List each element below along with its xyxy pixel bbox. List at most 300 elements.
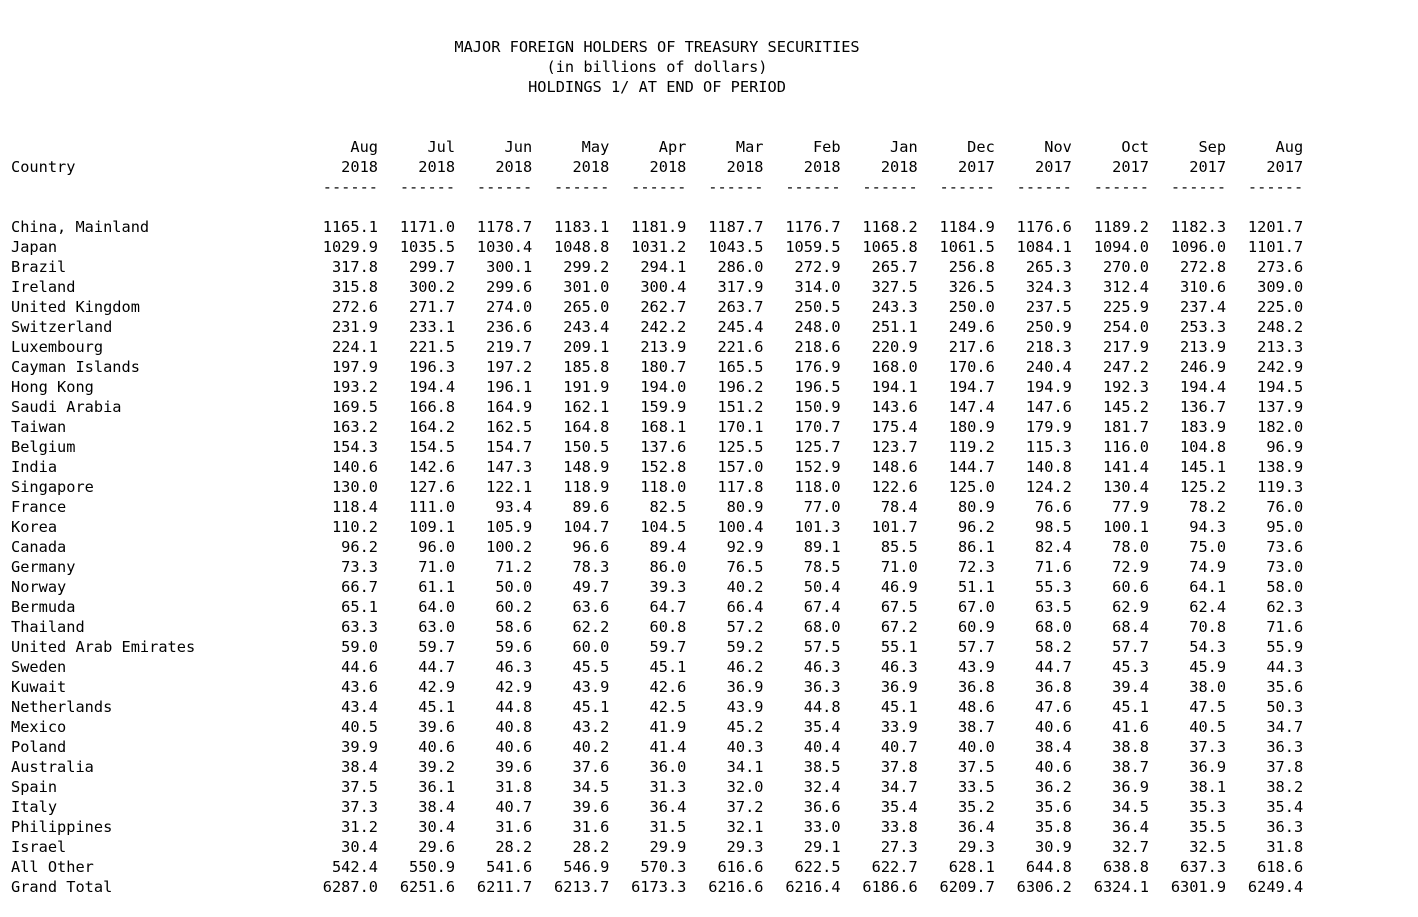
country-name: Luxembourg <box>11 338 104 356</box>
holding-value: 254.0 <box>1102 318 1149 336</box>
holding-value: 130.0 <box>331 478 378 496</box>
holding-value: 125.0 <box>948 478 995 496</box>
holding-value: 197.9 <box>331 358 378 376</box>
holding-value: 40.8 <box>495 718 533 736</box>
holding-value: 71.6 <box>1035 558 1072 576</box>
holding-value: 168.1 <box>640 418 687 436</box>
country-name: Grand Total <box>11 878 113 896</box>
holding-value: 36.3 <box>1266 818 1304 836</box>
holding-value: 40.2 <box>572 738 610 756</box>
holding-value: 35.5 <box>1189 818 1227 836</box>
holding-value: 48.6 <box>957 698 995 716</box>
country-name: Australia <box>11 758 94 776</box>
column-header-year: 2018 <box>649 158 687 176</box>
holding-value: 39.3 <box>649 578 687 596</box>
holding-value: 68.0 <box>1035 618 1072 636</box>
country-name: Poland <box>11 738 67 756</box>
holding-value: 196.2 <box>717 378 764 396</box>
holding-value: 125.2 <box>1180 478 1227 496</box>
holding-value: 32.0 <box>726 778 764 796</box>
holding-value: 140.8 <box>1025 458 1072 476</box>
holding-value: 57.2 <box>726 618 764 636</box>
holding-value: 63.3 <box>341 618 378 636</box>
holding-value: 196.3 <box>409 358 456 376</box>
holding-value: 89.4 <box>649 538 687 556</box>
holding-value: 33.5 <box>957 778 995 796</box>
holding-value: 220.9 <box>871 338 918 356</box>
holding-value: 29.3 <box>726 838 764 856</box>
holding-value: 176.9 <box>794 358 841 376</box>
holding-value: 175.4 <box>871 418 918 436</box>
holding-value: 248.0 <box>794 318 841 336</box>
holding-value: 42.6 <box>649 678 687 696</box>
holding-value: 638.8 <box>1102 858 1149 876</box>
country-name: Spain <box>11 778 58 796</box>
holding-value: 300.1 <box>486 258 533 276</box>
holding-value: 299.6 <box>486 278 533 296</box>
column-separator: ------ <box>939 178 995 196</box>
holding-value: 541.6 <box>486 858 533 876</box>
country-name: Saudi Arabia <box>11 398 122 416</box>
column-header-month: Aug <box>350 138 378 156</box>
holding-value: 96.6 <box>572 538 610 556</box>
holding-value: 148.6 <box>871 458 918 476</box>
holding-value: 71.6 <box>1266 618 1304 636</box>
holding-value: 31.6 <box>495 818 533 836</box>
holding-value: 45.2 <box>726 718 764 736</box>
holding-value: 111.0 <box>409 498 456 516</box>
holding-value: 317.8 <box>331 258 378 276</box>
holding-value: 32.4 <box>803 778 841 796</box>
holding-value: 36.9 <box>1189 758 1227 776</box>
holding-value: 68.4 <box>1112 618 1149 636</box>
holding-value: 6287.0 <box>322 878 378 896</box>
holding-value: 38.7 <box>1112 758 1149 776</box>
holding-value: 36.4 <box>1112 818 1149 836</box>
holding-value: 29.9 <box>649 838 687 856</box>
holding-value: 38.4 <box>1035 738 1072 756</box>
holding-value: 29.6 <box>418 838 456 856</box>
holding-value: 221.6 <box>717 338 764 356</box>
holding-value: 37.6 <box>572 758 610 776</box>
holding-value: 237.5 <box>1025 298 1072 316</box>
holding-value: 41.4 <box>649 738 687 756</box>
holding-value: 35.3 <box>1189 798 1227 816</box>
holding-value: 71.0 <box>418 558 456 576</box>
holding-value: 40.0 <box>957 738 995 756</box>
holding-value: 44.7 <box>418 658 456 676</box>
country-name: Germany <box>11 558 76 576</box>
holding-value: 93.4 <box>495 498 533 516</box>
holding-value: 125.7 <box>794 438 841 456</box>
holding-value: 194.1 <box>871 378 918 396</box>
holding-value: 152.8 <box>640 458 687 476</box>
holding-value: 43.9 <box>572 678 610 696</box>
column-separator: ------ <box>1247 178 1304 196</box>
holding-value: 50.0 <box>495 578 533 596</box>
holding-value: 154.5 <box>409 438 456 456</box>
holding-value: 218.3 <box>1025 338 1072 356</box>
holding-value: 1189.2 <box>1093 218 1149 236</box>
holding-value: 180.9 <box>948 418 995 436</box>
holding-value: 58.0 <box>1266 578 1304 596</box>
holding-value: 163.2 <box>331 418 378 436</box>
holding-value: 71.2 <box>495 558 533 576</box>
country-name: Brazil <box>11 258 67 276</box>
holding-value: 66.7 <box>341 578 378 596</box>
holding-value: 1181.9 <box>631 218 687 236</box>
holding-value: 299.7 <box>409 258 456 276</box>
holding-value: 1165.1 <box>322 218 378 236</box>
holding-value: 1182.3 <box>1170 218 1227 236</box>
holding-value: 40.4 <box>803 738 841 756</box>
holding-value: 1184.9 <box>939 218 995 236</box>
holding-value: 41.6 <box>1112 718 1149 736</box>
holding-value: 33.8 <box>880 818 918 836</box>
holding-value: 127.6 <box>409 478 456 496</box>
holding-value: 1048.8 <box>554 238 610 256</box>
holding-value: 142.6 <box>409 458 456 476</box>
holding-value: 31.2 <box>341 818 378 836</box>
holding-value: 628.1 <box>948 858 995 876</box>
holding-value: 141.4 <box>1102 458 1149 476</box>
holding-value: 35.4 <box>1266 798 1304 816</box>
holding-value: 168.0 <box>871 358 918 376</box>
holding-value: 39.6 <box>495 758 533 776</box>
holding-value: 301.0 <box>563 278 610 296</box>
holding-value: 44.3 <box>1266 658 1304 676</box>
holding-value: 37.2 <box>726 798 764 816</box>
holding-value: 312.4 <box>1102 278 1149 296</box>
holding-value: 36.6 <box>803 798 841 816</box>
holding-value: 151.2 <box>717 398 764 416</box>
holding-value: 34.5 <box>572 778 610 796</box>
holding-value: 315.8 <box>331 278 378 296</box>
holding-value: 36.9 <box>1112 778 1149 796</box>
column-header-year: 2017 <box>1112 158 1149 176</box>
holding-value: 286.0 <box>717 258 764 276</box>
holding-value: 59.6 <box>495 638 533 656</box>
holding-value: 119.3 <box>1257 478 1304 496</box>
holding-value: 37.3 <box>341 798 378 816</box>
country-name: United Kingdom <box>11 298 140 316</box>
column-separator: ------ <box>1016 178 1072 196</box>
holding-value: 271.7 <box>409 298 456 316</box>
holding-value: 118.4 <box>331 498 378 516</box>
holding-value: 1031.2 <box>631 238 687 256</box>
holding-value: 300.4 <box>640 278 687 296</box>
holding-value: 6216.4 <box>785 878 841 896</box>
column-header-year: 2018 <box>341 158 378 176</box>
holding-value: 116.0 <box>1102 438 1149 456</box>
holding-value: 39.9 <box>341 738 378 756</box>
column-header-year: 2017 <box>1266 158 1304 176</box>
holding-value: 1168.2 <box>862 218 918 236</box>
holding-value: 36.8 <box>957 678 995 696</box>
holding-value: 49.7 <box>572 578 610 596</box>
holding-value: 64.0 <box>418 598 456 616</box>
holding-value: 180.7 <box>640 358 687 376</box>
holding-value: 85.5 <box>880 538 918 556</box>
country-name: Korea <box>11 518 58 536</box>
header-years-row <box>0 157 1304 177</box>
holding-value: 44.8 <box>803 698 841 716</box>
holding-value: 38.4 <box>418 798 456 816</box>
holding-value: 70.8 <box>1189 618 1227 636</box>
holding-value: 60.8 <box>649 618 687 636</box>
holding-value: 182.0 <box>1257 418 1304 436</box>
holding-value: 68.0 <box>803 618 841 636</box>
holding-value: 300.2 <box>409 278 456 296</box>
holding-value: 67.2 <box>880 618 918 636</box>
holding-value: 61.1 <box>418 578 456 596</box>
holding-value: 34.7 <box>1266 718 1304 736</box>
holding-value: 6301.9 <box>1170 878 1227 896</box>
holding-value: 224.1 <box>331 338 378 356</box>
holding-value: 1084.1 <box>1016 238 1072 256</box>
holding-value: 64.1 <box>1189 578 1227 596</box>
holding-value: 82.5 <box>649 498 687 516</box>
holding-value: 1059.5 <box>785 238 841 256</box>
holding-value: 327.5 <box>871 278 918 296</box>
holding-value: 55.3 <box>1035 578 1072 596</box>
holding-value: 326.5 <box>948 278 995 296</box>
holding-value: 6324.1 <box>1093 878 1149 896</box>
holding-value: 137.6 <box>640 438 687 456</box>
holding-value: 37.8 <box>1266 758 1304 776</box>
holding-value: 157.0 <box>717 458 764 476</box>
holding-value: 196.1 <box>486 378 533 396</box>
holding-value: 74.9 <box>1189 558 1227 576</box>
holding-value: 39.6 <box>572 798 610 816</box>
holding-value: 37.8 <box>880 758 918 776</box>
holding-value: 32.1 <box>726 818 764 836</box>
holding-value: 60.9 <box>957 618 995 636</box>
holding-value: 47.6 <box>1035 698 1072 716</box>
holding-value: 150.5 <box>563 438 610 456</box>
holding-value: 299.2 <box>563 258 610 276</box>
country-name: Netherlands <box>11 698 113 716</box>
holding-value: 1094.0 <box>1093 238 1149 256</box>
holding-value: 47.5 <box>1189 698 1227 716</box>
holding-value: 62.9 <box>1112 598 1149 616</box>
holding-value: 43.2 <box>572 718 610 736</box>
holding-value: 242.2 <box>640 318 687 336</box>
holding-value: 309.0 <box>1257 278 1304 296</box>
column-header-year: 2017 <box>1189 158 1227 176</box>
holding-value: 644.8 <box>1025 858 1072 876</box>
holding-value: 67.0 <box>957 598 995 616</box>
holding-value: 181.7 <box>1102 418 1149 436</box>
holding-value: 164.9 <box>486 398 533 416</box>
holding-value: 1201.7 <box>1247 218 1304 236</box>
holding-value: 100.1 <box>1102 518 1149 536</box>
holding-value: 1176.7 <box>785 218 841 236</box>
holding-value: 71.0 <box>880 558 918 576</box>
holding-value: 94.3 <box>1189 518 1227 536</box>
country-name: Thailand <box>11 618 85 636</box>
holding-value: 1061.5 <box>939 238 995 256</box>
holding-value: 119.2 <box>948 438 995 456</box>
country-name: Cayman Islands <box>11 358 140 376</box>
column-separator: ------ <box>1170 178 1227 196</box>
country-name: Bermuda <box>11 598 76 616</box>
holding-value: 104.7 <box>563 518 610 536</box>
holding-value: 1187.7 <box>708 218 764 236</box>
country-name: Philippines <box>11 818 113 836</box>
holding-value: 118.9 <box>563 478 610 496</box>
holding-value: 31.5 <box>649 818 687 836</box>
holding-value: 73.0 <box>1266 558 1304 576</box>
holding-value: 1029.9 <box>322 238 378 256</box>
holding-value: 542.4 <box>331 858 378 876</box>
holding-value: 76.5 <box>726 558 764 576</box>
holding-value: 57.5 <box>803 638 841 656</box>
holding-value: 66.4 <box>726 598 764 616</box>
holding-value: 272.8 <box>1180 258 1227 276</box>
column-header-year: 2018 <box>803 158 841 176</box>
holding-value: 39.2 <box>418 758 456 776</box>
column-header-year: 2018 <box>418 158 456 176</box>
holding-value: 236.6 <box>486 318 533 336</box>
holding-value: 110.2 <box>331 518 378 536</box>
column-header-month: Aug <box>1275 138 1304 156</box>
holding-value: 550.9 <box>409 858 456 876</box>
holding-value: 197.2 <box>486 358 533 376</box>
holding-value: 72.9 <box>1112 558 1149 576</box>
holding-value: 265.3 <box>1025 258 1072 276</box>
holding-value: 6251.6 <box>399 878 456 896</box>
holding-value: 95.0 <box>1266 518 1304 536</box>
holding-value: 124.2 <box>1025 478 1072 496</box>
holding-value: 159.9 <box>640 398 687 416</box>
holding-value: 36.8 <box>1035 678 1072 696</box>
holding-value: 80.9 <box>957 498 995 516</box>
holding-value: 38.2 <box>1266 778 1304 796</box>
column-header-month: Apr <box>658 138 687 156</box>
holding-value: 32.7 <box>1112 838 1149 856</box>
holding-value: 59.0 <box>341 638 378 656</box>
holding-value: 45.5 <box>572 658 610 676</box>
holding-value: 265.0 <box>563 298 610 316</box>
holding-value: 78.5 <box>803 558 841 576</box>
holding-value: 109.1 <box>409 518 456 536</box>
holding-value: 41.9 <box>649 718 687 736</box>
column-header-month: Jul <box>427 138 456 156</box>
holding-value: 194.4 <box>1180 378 1227 396</box>
holding-value: 43.4 <box>341 698 378 716</box>
holding-value: 240.4 <box>1025 358 1072 376</box>
holding-value: 40.5 <box>341 718 378 736</box>
holding-value: 64.7 <box>649 598 687 616</box>
country-name: Italy <box>11 798 58 816</box>
holding-value: 36.1 <box>418 778 456 796</box>
holding-value: 196.5 <box>794 378 841 396</box>
holding-value: 242.9 <box>1257 358 1304 376</box>
holding-value: 152.9 <box>794 458 841 476</box>
holding-value: 31.8 <box>495 778 533 796</box>
holding-value: 147.4 <box>948 398 995 416</box>
column-separator: ------ <box>708 178 764 196</box>
holding-value: 237.4 <box>1180 298 1227 316</box>
holding-value: 96.9 <box>1266 438 1304 456</box>
holding-value: 76.6 <box>1035 498 1072 516</box>
holding-value: 46.9 <box>880 578 918 596</box>
holding-value: 98.5 <box>1035 518 1072 536</box>
holding-value: 35.4 <box>880 798 918 816</box>
holding-value: 100.2 <box>486 538 533 556</box>
holding-value: 45.1 <box>880 698 918 716</box>
country-name: Hong Kong <box>11 378 94 396</box>
holding-value: 250.9 <box>1025 318 1072 336</box>
holding-value: 51.1 <box>957 578 995 596</box>
holding-value: 101.7 <box>871 518 918 536</box>
holding-value: 136.7 <box>1180 398 1227 416</box>
holding-value: 122.6 <box>871 478 918 496</box>
holding-value: 193.2 <box>331 378 378 396</box>
holding-value: 250.0 <box>948 298 995 316</box>
holding-value: 34.5 <box>1112 798 1149 816</box>
holding-value: 546.9 <box>563 858 610 876</box>
holding-value: 43.9 <box>957 658 995 676</box>
holding-value: 80.9 <box>726 498 764 516</box>
holding-value: 73.3 <box>341 558 378 576</box>
holding-value: 183.9 <box>1180 418 1227 436</box>
holding-value: 58.6 <box>495 618 533 636</box>
holding-value: 63.0 <box>418 618 456 636</box>
holding-value: 42.5 <box>649 698 687 716</box>
holding-value: 38.7 <box>957 718 995 736</box>
holding-value: 225.9 <box>1102 298 1149 316</box>
holding-value: 30.4 <box>418 818 456 836</box>
holding-value: 43.9 <box>726 698 764 716</box>
holding-value: 62.2 <box>572 618 610 636</box>
holding-value: 294.1 <box>640 258 687 276</box>
holding-value: 35.2 <box>957 798 995 816</box>
holding-value: 145.2 <box>1102 398 1149 416</box>
holding-value: 28.2 <box>572 838 610 856</box>
column-header-year: 2017 <box>957 158 995 176</box>
holding-value: 59.7 <box>418 638 456 656</box>
holding-value: 40.6 <box>1035 718 1072 736</box>
column-header-month: May <box>581 138 610 156</box>
column-header-month: Dec <box>967 138 995 156</box>
holding-value: 59.2 <box>726 638 764 656</box>
holding-value: 89.1 <box>803 538 841 556</box>
column-separator: ------ <box>399 178 456 196</box>
holding-value: 40.6 <box>418 738 456 756</box>
holding-value: 31.3 <box>649 778 687 796</box>
holding-value: 54.3 <box>1189 638 1227 656</box>
holding-value: 130.4 <box>1102 478 1149 496</box>
column-header-year: 2018 <box>495 158 533 176</box>
holding-value: 6216.6 <box>708 878 764 896</box>
holding-value: 44.8 <box>495 698 533 716</box>
holding-value: 40.2 <box>726 578 764 596</box>
country-name: France <box>11 498 67 516</box>
holding-value: 31.8 <box>1266 838 1304 856</box>
holding-value: 6249.4 <box>1247 878 1304 896</box>
holding-value: 118.0 <box>640 478 687 496</box>
holding-value: 38.1 <box>1189 778 1227 796</box>
holding-value: 164.8 <box>563 418 610 436</box>
country-name: Taiwan <box>11 418 67 436</box>
holding-value: 249.6 <box>948 318 995 336</box>
holding-value: 616.6 <box>717 858 764 876</box>
holding-value: 251.1 <box>871 318 918 336</box>
holding-value: 253.3 <box>1180 318 1227 336</box>
holding-value: 6211.7 <box>476 878 533 896</box>
